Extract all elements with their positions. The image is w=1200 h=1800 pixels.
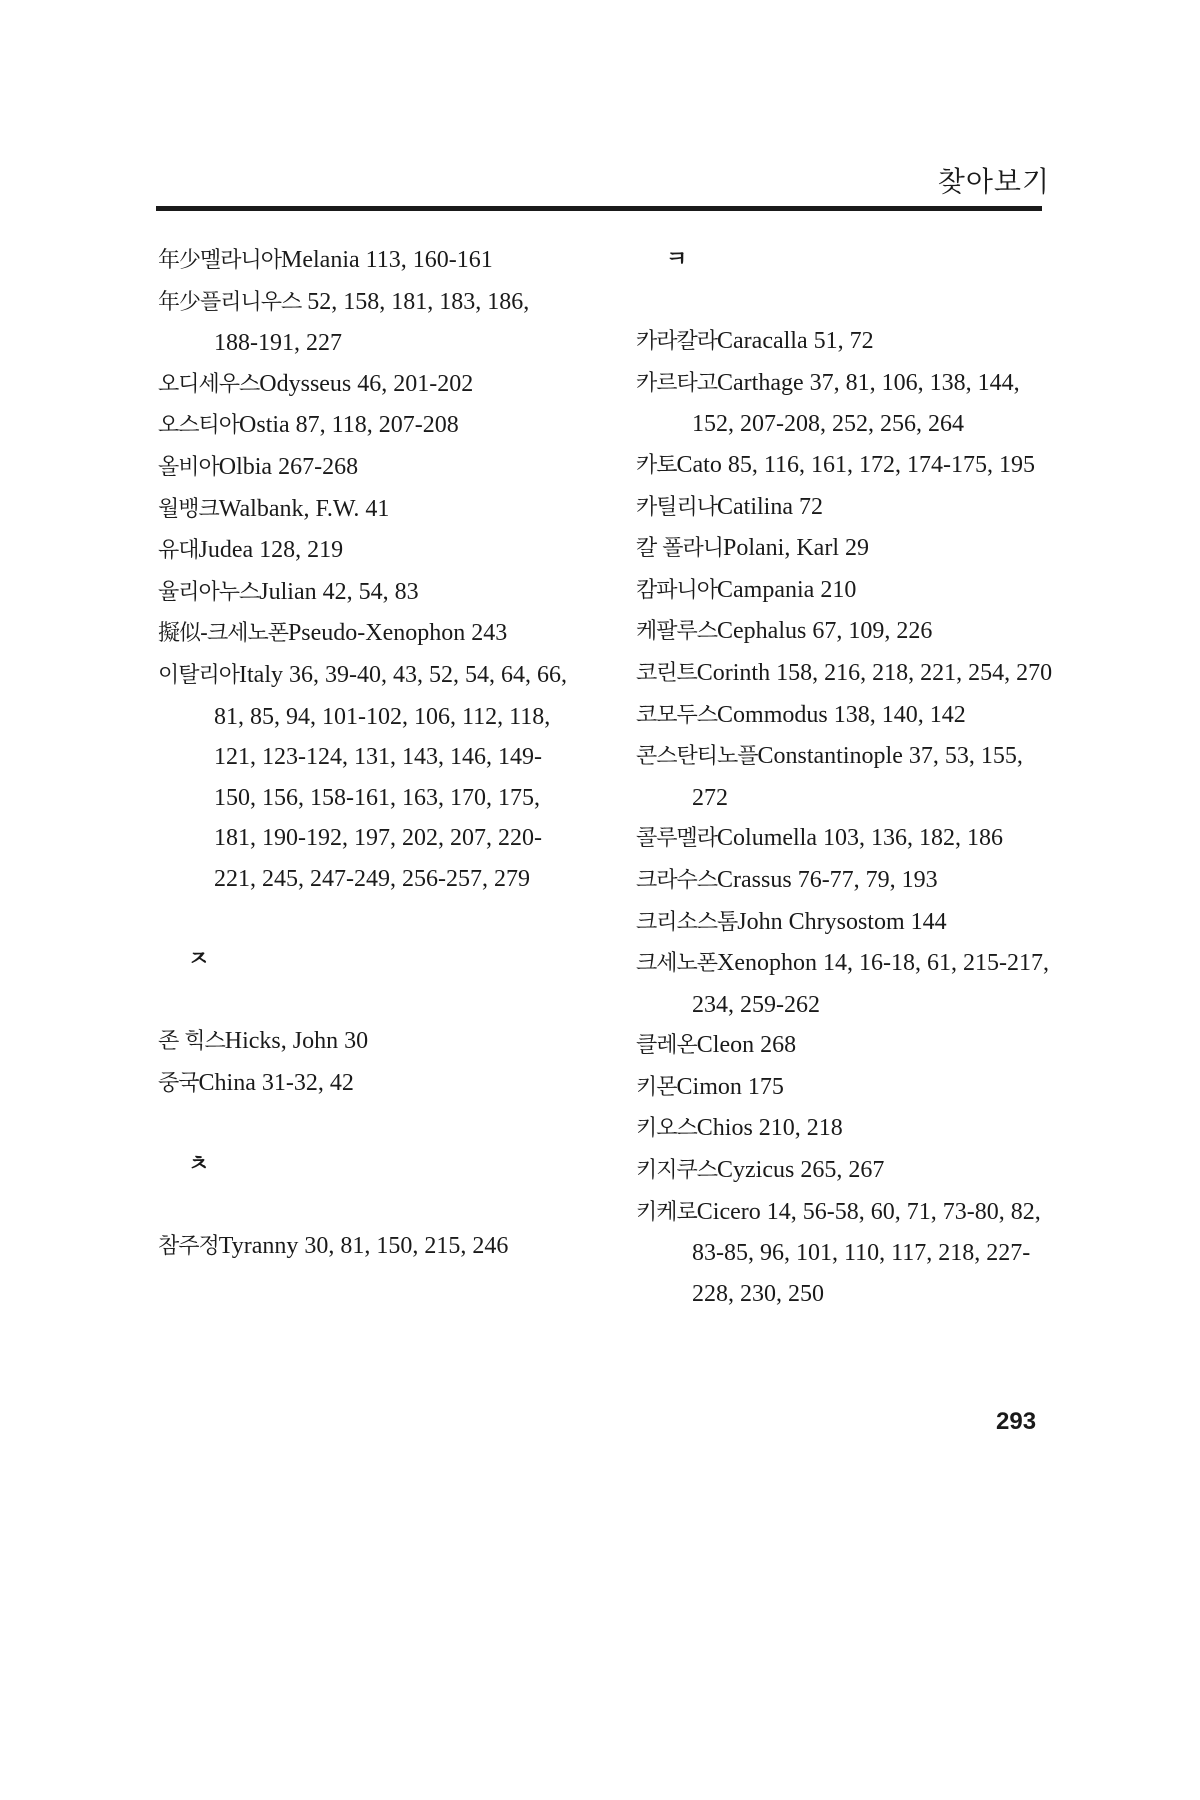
entry-korean: 키지쿠스 bbox=[636, 1158, 718, 1184]
entry-text: Campania 210 bbox=[717, 576, 857, 603]
entry-text: Pseudo-Xenophon 243 bbox=[287, 620, 508, 647]
entry-text: Xenophon 14, 16-18, 61, 215-217, 234, 259-262 bbox=[692, 950, 1049, 1018]
entry-korean: 카틸리나 bbox=[636, 494, 718, 520]
entry-korean: 年少플리니우스 bbox=[158, 289, 302, 315]
entry-text: Odysseus 46, 201-202 bbox=[259, 370, 474, 397]
index-column-left bbox=[158, 240, 578, 1268]
index-entry bbox=[158, 405, 578, 447]
entry-korean: 키오스 bbox=[636, 1116, 697, 1142]
index-entry bbox=[636, 1025, 1056, 1067]
index-entry bbox=[636, 902, 1056, 944]
section-heading-ch: ㅊ bbox=[188, 1152, 210, 1178]
entry-text: Corinth 158, 216, 218, 221, 254, 270 bbox=[696, 659, 1053, 686]
entry-text: Constantinople 37, 53, 155, 272 bbox=[692, 743, 1023, 811]
section-spacer bbox=[158, 981, 578, 1022]
entry-text: Hicks, John 30 bbox=[224, 1028, 369, 1055]
entry-korean: 오디세우스 bbox=[158, 371, 260, 397]
index-entry bbox=[636, 363, 1056, 445]
entry-korean: 카르타고 bbox=[636, 370, 718, 396]
entry-korean: 크라수스 bbox=[636, 867, 718, 893]
entry-korean: 존 힉스 bbox=[158, 1029, 225, 1055]
entry-text: Olbia 267-268 bbox=[218, 453, 359, 480]
section-spacer bbox=[158, 1186, 578, 1227]
entry-text: 52, 158, 181, 183, 186, 188-191, 227 bbox=[214, 288, 530, 357]
index-entry bbox=[158, 655, 578, 900]
entry-korean: 오스티아 bbox=[158, 413, 240, 439]
entry-text: Cyzicus 265, 267 bbox=[717, 1157, 885, 1184]
entry-text: Italy 36, 39-40, 43, 52, 54, 64, 66, 81, 85, 94, 101-102, 106, 112, 118, 121, 123-124, 131, 143, 146, 149-150, 156, 158-161, 163, 170, 175, 181, 190-192, 197, 202, 207, 220-221, 245, 247-249, 256-257, 279 bbox=[214, 661, 567, 892]
index-entry bbox=[158, 1063, 578, 1105]
entry-korean: 크리소스톰 bbox=[636, 909, 738, 935]
entry-text: Tyranny 30, 81, 150, 215, 246 bbox=[218, 1233, 509, 1260]
index-entry bbox=[636, 487, 1056, 529]
index-entry bbox=[158, 489, 578, 531]
entry-text: Polani, Karl 29 bbox=[723, 535, 869, 562]
index-entry bbox=[636, 611, 1056, 653]
index-entry bbox=[636, 943, 1056, 1025]
entry-text: Walbank, F.W. 41 bbox=[218, 495, 390, 522]
entry-korean: 키몬 bbox=[636, 1074, 677, 1100]
index-entry bbox=[636, 695, 1056, 737]
index-entry bbox=[158, 282, 578, 364]
entry-text: John Chrysostom 144 bbox=[737, 908, 947, 935]
entry-text: Cephalus 67, 109, 226 bbox=[717, 618, 933, 645]
index-entry bbox=[636, 653, 1056, 695]
index-entry bbox=[158, 530, 578, 572]
entry-text: Catilina 72 bbox=[717, 493, 823, 520]
entry-korean: 코모두스 bbox=[636, 702, 718, 728]
entry-korean: 올비아 bbox=[158, 454, 219, 480]
entry-text: Carthage 37, 81, 106, 138, 144, 152, 207-208, 252, 256, 264 bbox=[692, 369, 1020, 438]
index-entry bbox=[636, 321, 1056, 363]
entry-korean: 年少멜라니아 bbox=[158, 248, 282, 273]
entry-korean: 코린트 bbox=[636, 660, 697, 686]
page-number: 293 bbox=[996, 1408, 1037, 1435]
entry-korean: 이탈리아 bbox=[158, 662, 240, 688]
header-rule bbox=[156, 206, 1042, 211]
index-entry bbox=[158, 1021, 578, 1063]
entry-text: Ostia 87, 118, 207-208 bbox=[239, 412, 459, 439]
index-entry bbox=[636, 1067, 1056, 1109]
entry-text: Columella 103, 136, 182, 186 bbox=[717, 825, 1003, 852]
entry-text: Crassus 76-77, 79, 193 bbox=[717, 866, 938, 893]
running-header-title: 찾아보기 bbox=[937, 165, 1050, 198]
index-entry bbox=[636, 1150, 1056, 1192]
entry-korean: 율리아누스 bbox=[158, 579, 260, 605]
index-entry bbox=[636, 736, 1056, 818]
entry-korean: 카라칼라 bbox=[636, 329, 718, 355]
entry-text: Cicero 14, 56-58, 60, 71, 73-80, 82, 83-85, 96, 101, 110, 117, 218, 227-228, 230, 250 bbox=[692, 1198, 1041, 1307]
entry-korean: 콜루멜라 bbox=[636, 826, 718, 852]
section-spacer bbox=[636, 281, 1056, 322]
index-entry bbox=[158, 240, 578, 282]
entry-korean: 케팔루스 bbox=[636, 619, 718, 645]
entry-korean: 참주정 bbox=[158, 1234, 219, 1260]
entry-text: Chios 210, 218 bbox=[696, 1115, 843, 1142]
entry-text: Cleon 268 bbox=[696, 1032, 797, 1059]
index-entry bbox=[636, 1192, 1056, 1315]
index-entry bbox=[158, 572, 578, 614]
entry-korean: 칼 폴라니 bbox=[636, 536, 724, 562]
entry-text: China 31-32, 42 bbox=[198, 1069, 354, 1096]
entry-text: Cato 85, 116, 161, 172, 174-175, 195 bbox=[676, 451, 1035, 478]
entry-korean: 캄파니아 bbox=[636, 577, 718, 603]
entry-text: Melania 113, 160-161 bbox=[281, 247, 493, 273]
entry-korean: 擬似-크세노폰 bbox=[158, 621, 288, 647]
entry-korean: 유대 bbox=[158, 538, 199, 564]
index-entry bbox=[636, 528, 1056, 570]
index-entry bbox=[158, 613, 578, 655]
entry-korean: 카토 bbox=[636, 452, 677, 478]
index-entry bbox=[158, 447, 578, 489]
index-column-right bbox=[636, 240, 1056, 1314]
entry-text: Caracalla 51, 72 bbox=[717, 328, 874, 355]
index-entry bbox=[636, 445, 1056, 487]
index-entry bbox=[636, 570, 1056, 612]
section-heading-k: ㅋ bbox=[666, 247, 688, 272]
entry-korean: 콘스탄티노플 bbox=[636, 744, 758, 770]
index-entry bbox=[636, 860, 1056, 902]
entry-text: Commodus 138, 140, 142 bbox=[717, 701, 966, 728]
index-entry bbox=[636, 1108, 1056, 1150]
entry-text: Julian 42, 54, 83 bbox=[259, 578, 419, 605]
section-spacer bbox=[158, 1104, 578, 1145]
entry-korean: 월뱅크 bbox=[158, 496, 219, 522]
entry-korean: 중국 bbox=[158, 1070, 199, 1096]
section-heading-j: ㅈ bbox=[188, 947, 210, 973]
index-entry bbox=[158, 1226, 578, 1268]
entry-korean: 크세노폰 bbox=[636, 951, 718, 977]
entry-korean: 키케로 bbox=[636, 1199, 697, 1225]
index-entry bbox=[158, 364, 578, 406]
index-entry bbox=[636, 818, 1056, 860]
section-spacer bbox=[158, 900, 578, 941]
entry-text: Cimon 175 bbox=[676, 1073, 784, 1100]
entry-text: Judea 128, 219 bbox=[198, 537, 344, 564]
entry-korean: 클레온 bbox=[636, 1033, 697, 1059]
